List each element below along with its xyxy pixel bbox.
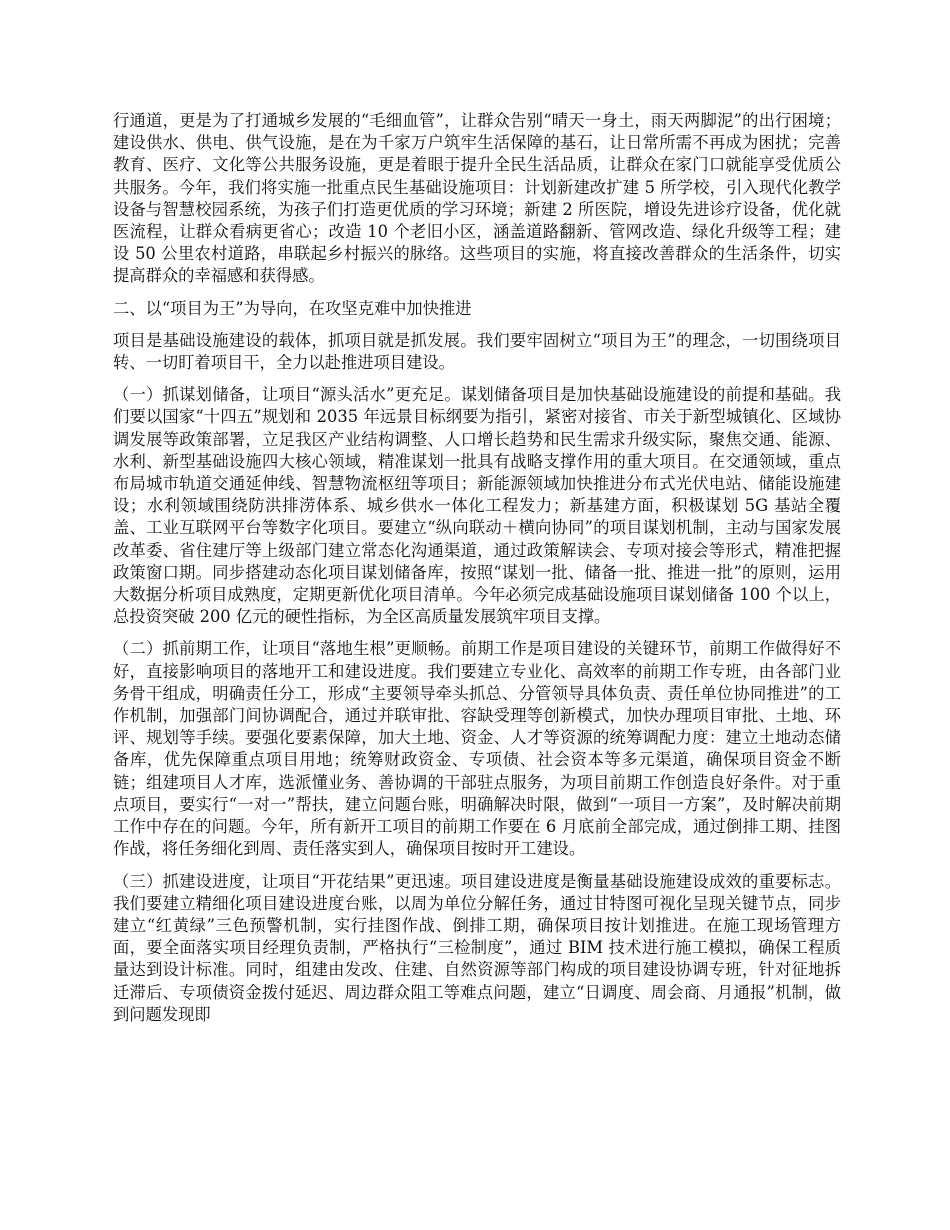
paragraph-planning-reserve: （一）抓谋划储备，让项目“源头活水”更充足。谋划储备项目是加快基础设施建设的前提和基础。我们要以国家“十四五”规划和 2035 年远景目标纲要为指引，紧密对接省、市关于新型城镇化、区域协调发展等政策部署，立足我区产业结构调整、人口增长趋势和民生需求升级实际，聚焦交通、能源、水利、新型基础设施四大核心领域，精准谋划一批具有战略支撑作用的重大项目。在交通领域，重点布局城市轨道交通延伸线、智慧物流枢纽等项目；新能源领域加快推进分布式光伏电站、储能设施建设；水利领域围绕防洪排涝体系、城乡供水一体化工程发力；新基建方面，积极谋划 5G 基站全覆盖、工业互联网平台等数字化项目。要建立“纵向联动＋横向协同”的项目谋划机制，主动与国家发展改革委、省住建厅等上级部门建立常态化沟通渠道，通过政策解读会、专项对接会等形式，精准把握政策窗口期。同步搭建动态化项目谋划储备库，按照“谋划一批、储备一批、推进一批”的原则，运用大数据分析项目成熟度，定期更新优化项目清单。今年必须完成基础设施项目谋划储备 100 个以上，总投资突破 200 亿元的硬性指标，为全区高质量发展筑牢项目支撑。 — [113, 385, 841, 627]
paragraph-preliminary-work: （二）抓前期工作，让项目“落地生根”更顺畅。前期工作是项目建设的关键环节，前期工作做得好不好，直接影响项目的落地开工和建设进度。我们要建立专业化、高效率的前期工作专班，由各部门业务骨干组成，明确责任分工，形成“主要领导牵头抓总、分管领导具体负责、责任单位协同推进”的工作机制，加强部门间协调配合，通过并联审批、容缺受理等创新模式，加快办理项目审批、土地、环评、规划等手续。要强化要素保障，加大土地、资金、人才等资源的统筹调配力度：建立土地动态储备库，优先保障重点项目用地；统筹财政资金、专项债、社会资本等多元渠道，确保项目资金不断链；组建项目人才库，选派懂业务、善协调的干部驻点服务，为项目前期工作创造良好条件。对于重点项目，要实行“一对一”帮扶，建立问题台账，明确解决时限，做到“一项目一方案”，及时解决前期工作中存在的问题。今年，所有新开工项目的前期工作要在 6 月底前全部完成，通过倒排工期、挂图作战，将任务细化到周、责任落实到人，确保项目按时开工建设。 — [113, 639, 841, 859]
section-heading-2: 二、以“项目为王”为导向，在攻坚克难中加快推进 — [113, 298, 472, 318]
paragraph-project-king: 项目是基础设施建设的载体，抓项目就是抓发展。我们要牢固树立“项目为王”的理念，一切围绕项目转、一切盯着项目干，全力以赴推进项目建设。 — [113, 330, 841, 373]
paragraph-construction-progress: （三）抓建设进度，让项目“开花结果”更迅速。项目建设进度是衡量基础设施建设成效的重要标志。我们要建立精细化项目建设进度台账，以周为单位分解任务，通过甘特图可视化呈现关键节点，同步建立“红黄绿”三色预警机制，实行挂图作战、倒排工期，确保项目按计划推进。在施工现场管理方面，要全面落实项目经理负责制，严格执行“三检制度”，通过 BIM 技术进行施工模拟，确保工程质量达到设计标准。同时，组建由发改、住建、自然资源等部门构成的项目建设协调专班，针对征地拆迁滞后、专项债资金拨付延迟、周边群众阻工等难点问题，建立“日调度、周会商、月通报”机制，做到问题发现即 — [113, 871, 841, 1024]
paragraph-livelihood-infrastructure: 行通道，更是为了打通城乡发展的“毛细血管”，让群众告别“晴天一身土，雨天两脚泥”的出行困境；建设供水、供电、供气设施，是在为千家万户筑牢生活保障的基石，让日常所需不再成为困扰；完善教育、医疗、文化等公共服务设施，更是着眼于提升全民生活品质，让群众在家门口就能享受优质公共服务。今年，我们将实施一批重点民生基础设施项目：计划新建改扩建 5 所学校，引入现代化教学设备与智慧校园系统，为孩子们打造更优质的学习环境；新建 2 所医院，增设先进诊疗设备，优化就医流程，让群众看病更省心；改造 10 个老旧小区，涵盖道路翻新、管网改造、绿化升级等工程；建设 50 公里农村道路，串联起乡村振兴的脉络。这些项目的实施，将直接改善群众的生活条件，切实提高群众的幸福感和获得感。 — [113, 111, 841, 286]
document-body — [113, 110, 841, 1036]
